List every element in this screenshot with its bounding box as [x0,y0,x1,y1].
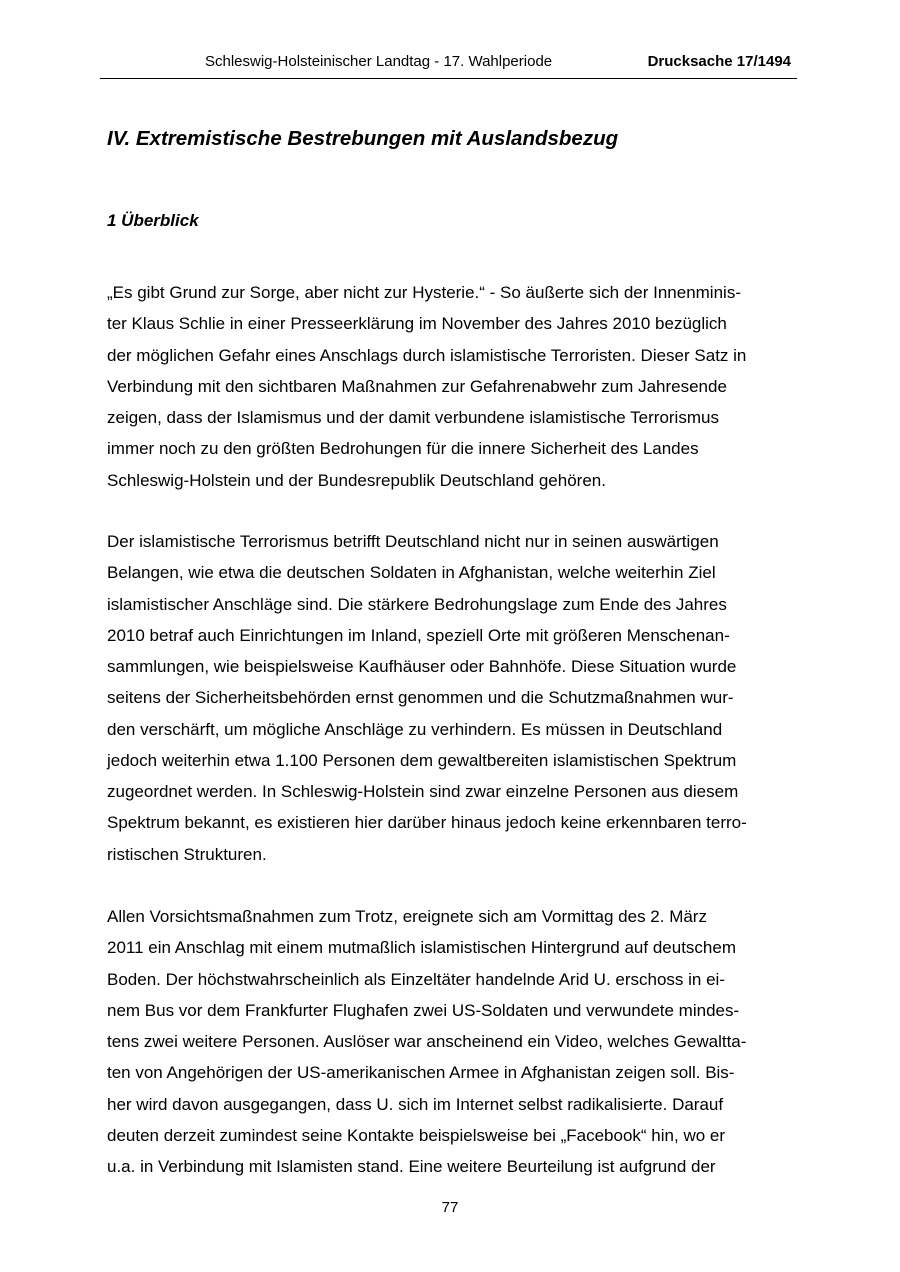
text-line: islamistischer Anschläge sind. Die stärkere Bedrohungslage zum Ende des Jahres [107,594,727,614]
text-line: zeigen, dass der Islamismus und der damit verbundene islamistische Terrorismus [107,408,719,427]
text-line: ten von Angehörigen der US-amerikanischen Armee in Afghanistan zeigen soll. Bis- [107,1063,735,1083]
text-line: Verbindung mit den sichtbaren Maßnahmen zur Gefahrenabwehr zum Jahresende [107,376,727,396]
text-line: immer noch zu den größten Bedrohungen für die innere Sicherheit des Landes [107,439,699,459]
text-line: nem Bus vor dem Frankfurter Flughafen zwei US-Soldaten und verwundete mindes- [107,1000,740,1020]
text-line: „Es gibt Grund zur Sorge, aber nicht zur Hysterie.“ - So äußerte sich der Innenminis- [107,283,741,302]
text-line: Allen Vorsichtsmaßnahmen zum Trotz, ereignete sich am Vormittag des 2. März [107,907,707,926]
text-line: Der islamistische Terrorismus betrifft Deutschland nicht nur in seinen auswärtigen [107,532,719,551]
paragraph-2 [107,526,807,870]
text-line: Spektrum bekannt, es existieren hier darüber hinaus jedoch keine erkennbaren terro- [107,813,747,833]
text-line: u.a. in Verbindung mit Islamisten stand. Eine weitere Beurteilung ist aufgrund der [107,1157,716,1176]
text-line: tens zwei weitere Personen. Auslöser war anscheinend ein Video, welches Gewaltta- [107,1032,747,1051]
header-printed-matter-number: Drucksache 17/1494 [647,53,791,70]
text-line: den verschärft, um mögliche Anschläge zu verhindern. Es müssen in Deutschland [107,719,723,739]
text-line: Belangen, wie etwa die deutschen Soldaten in Afghanistan, welche weiterhin Ziel [107,563,716,583]
text-line: sammlungen, wie beispielsweise Kaufhäuser oder Bahnhöfe. Diese Situation wurde [107,657,737,676]
text-line: Schleswig-Holstein und der Bundesrepublik Deutschland gehören. [107,470,606,490]
text-line: her wird davon ausgegangen, dass U. sich im Internet selbst radikalisierte. Darauf [107,1094,724,1114]
text-line: ristischen Strukturen. [107,844,267,864]
page-header [100,52,797,79]
chapter-title: IV. Extremistische Bestrebungen mit Auslandsbezug [107,127,619,150]
text-line: der möglichen Gefahr eines Anschlags durch islamistische Terroristen. Dieser Satz in [107,345,747,365]
text-line: deuten derzeit zumindest seine Kontakte beispielsweise bei „Facebook“ hin, wo er [107,1125,726,1145]
text-line: 2011 ein Anschlag mit einem mutmaßlich islamistischen Hintergrund auf deutschem [107,938,736,958]
section-title: 1 Überblick [107,211,199,230]
text-line: jedoch weiterhin etwa 1.100 Personen dem gewaltbereiten islamistischen Spektrum [107,750,737,770]
text-line: ter Klaus Schlie in einer Presseerklärung im November des Jahres 2010 bezüglich [107,314,727,334]
text-line: Boden. Der höchstwahrscheinlich als Einzeltäter handelnde Arid U. erschoss in ei- [107,969,725,989]
text-line: 2010 betraf auch Einrichtungen im Inland, speziell Orte mit größeren Menschenan- [107,625,730,645]
text-line: zugeordnet werden. In Schleswig-Holstein sind zwar einzelne Personen aus diesem [107,782,739,801]
page-number: 77 [441,1199,459,1216]
paragraph-3 [107,901,807,1182]
paragraph-1 [107,277,807,496]
text-line: seitens der Sicherheitsbehörden ernst genommen und die Schutzmaßnahmen wur- [107,688,734,708]
header-document-title: Schleswig-Holsteinischer Landtag - 17. Wahlperiode [205,53,553,70]
